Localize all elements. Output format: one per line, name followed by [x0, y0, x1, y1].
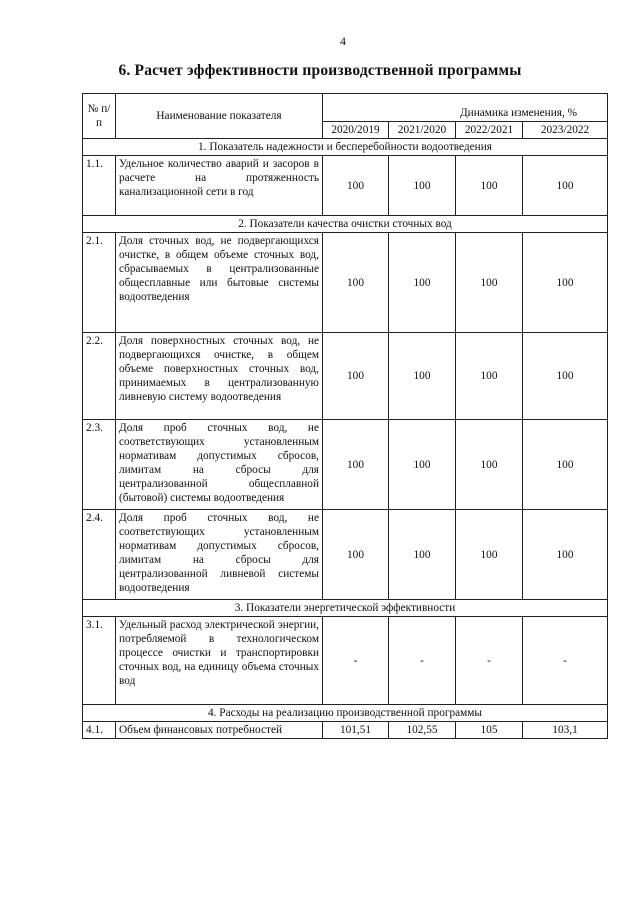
value-cell: 100: [456, 233, 523, 333]
page-number: 4: [340, 34, 346, 48]
value-cell: 101,51: [323, 722, 389, 739]
value-cell: 100: [523, 333, 608, 420]
table-row: [83, 420, 608, 510]
indicator-name: Доля проб сточных вод, не соответствующих установленным нормативам допустимых сбросов, лимитам на сбросы для централизованной ливневой системы водоотведения: [116, 510, 323, 600]
value-cell: 103,1: [523, 722, 608, 739]
value-cell: 100: [456, 333, 523, 420]
indicator-name: Доля поверхностных сточных вод, не подвергающихся очистке, в общем объеме поверхностных сточных вод, принимаемых в централизованную ливневую систему водоотведения: [116, 333, 323, 420]
section-title: 4. Расходы на реализацию производственной программы: [83, 705, 608, 722]
value-cell: -: [389, 617, 456, 705]
indicator-name: Удельный расход электрической энергии, потребляемой в технологическом процессе очистки и транспортировки сточных вод, на единицу объема сточных вод: [116, 617, 323, 705]
value-cell: 100: [456, 510, 523, 600]
value-cell: -: [323, 617, 389, 705]
section-row: [83, 216, 608, 233]
header-year: 2023/2022: [523, 122, 608, 139]
document-title: 6. Расчет эффективности производственной программы: [118, 62, 522, 79]
value-cell: -: [456, 617, 523, 705]
row-number: 2.4.: [83, 510, 116, 600]
value-cell: 100: [323, 233, 389, 333]
value-cell: 100: [389, 156, 456, 216]
section-title: 2. Показатели качества очистки сточных вод: [83, 216, 608, 233]
value-cell: 100: [523, 510, 608, 600]
section-row: [83, 705, 608, 722]
section-title: 3. Показатели энергетической эффективности: [83, 600, 608, 617]
section-row: [83, 600, 608, 617]
header-year: 2021/2020: [389, 122, 456, 139]
value-cell: 102,55: [389, 722, 456, 739]
table-row: [83, 722, 608, 739]
row-number: 1.1.: [83, 156, 116, 216]
value-cell: 100: [456, 420, 523, 510]
header-year: 2020/2019: [323, 122, 389, 139]
table-row: [83, 233, 608, 333]
table-row: [83, 156, 608, 216]
value-cell: 100: [389, 420, 456, 510]
value-cell: 100: [323, 333, 389, 420]
value-cell: 100: [389, 333, 456, 420]
indicator-name: Удельное количество аварий и засоров в расчете на протяженность канализационной сети в год: [116, 156, 323, 216]
value-cell: 100: [456, 156, 523, 216]
header-dynamics: Динамика изменения, %: [323, 94, 608, 122]
row-number: 2.1.: [83, 233, 116, 333]
value-cell: 100: [323, 420, 389, 510]
header-row-1: [83, 94, 608, 122]
row-number: 2.2.: [83, 333, 116, 420]
value-cell: 100: [523, 156, 608, 216]
table-row: [83, 617, 608, 705]
header-year: 2022/2021: [456, 122, 523, 139]
value-cell: 100: [389, 233, 456, 333]
row-number: 4.1.: [83, 722, 116, 739]
table-row: [83, 510, 608, 600]
table-row: [83, 333, 608, 420]
indicator-name: Доля сточных вод, не подвергающихся очистке, в общем объеме сточных вод, сбрасываемых в централизованные общесплавные или бытовые системы водоотведения: [116, 233, 323, 333]
indicator-name: Объем финансовых потребностей: [116, 722, 323, 739]
section-title: 1. Показатель надежности и бесперебойности водоотведения: [83, 139, 608, 156]
header-name: Наименование показателя: [116, 94, 323, 139]
value-cell: 100: [523, 233, 608, 333]
value-cell: 100: [389, 510, 456, 600]
value-cell: -: [523, 617, 608, 705]
value-cell: 100: [323, 510, 389, 600]
efficiency-table: [82, 93, 608, 739]
section-row: [83, 139, 608, 156]
row-number: 2.3.: [83, 420, 116, 510]
header-num: № п/п: [83, 94, 116, 139]
indicator-name: Доля проб сточных вод, не соответствующих установленным нормативам допустимых сбросов, лимитам на сбросы для централизованной общесплавной (бытовой) системы водоотведения: [116, 420, 323, 510]
row-number: 3.1.: [83, 617, 116, 705]
value-cell: 100: [523, 420, 608, 510]
value-cell: 105: [456, 722, 523, 739]
value-cell: 100: [323, 156, 389, 216]
